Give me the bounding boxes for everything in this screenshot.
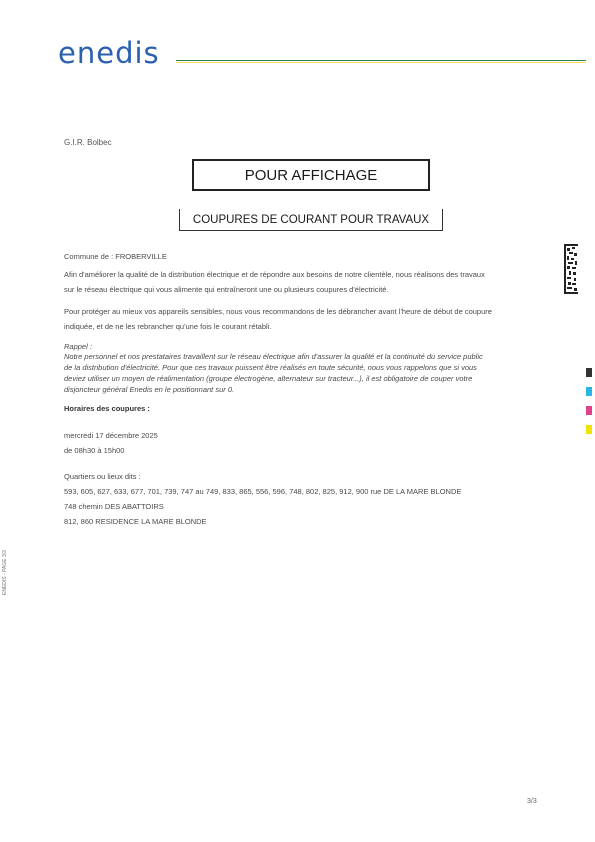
cyan-mark: [586, 387, 592, 396]
para1-line1: Afin d'améliorer la qualité de la distribution électrique et de répondre aux besoins de notre clientèle, nous réalisons des travaux: [64, 270, 485, 279]
para2-line2: indiquée, et de ne les rebrancher qu'une fois le courant rétabli.: [64, 322, 272, 331]
enedis-logo: [58, 38, 172, 68]
rappel-line2: de la distribution d'électricité. Pour que ces travaux puissent être réalisés en toute sécurité, nous vous rappelons que si vous: [64, 363, 477, 372]
cut-time: de 08h30 à 15h00: [64, 446, 125, 455]
quartier-line2: 748 chemin DES ABATTOIRS: [64, 502, 164, 511]
header-rule: [176, 60, 586, 61]
magenta-mark: [586, 406, 592, 415]
rappel-line1: Notre personnel et nos prestataires travaillent sur le réseau électrique afin d'assurer la qualité et la continuité du service public: [64, 352, 483, 361]
subtitle-box: COUPURES DE COURANT POUR TRAVAUX: [179, 209, 443, 231]
header-rule-accent: [176, 62, 586, 63]
quartier-line3: 812, 860 RESIDENCE LA MARE BLONDE: [64, 517, 207, 526]
para2-line1: Pour protéger au mieux vos appareils sensibles, nous vous recommandons de les débrancher avant l'heure de début de coupure: [64, 307, 492, 316]
datamatrix-code: [564, 244, 578, 294]
side-reference: ENEDIS - PAGE 3/3: [2, 550, 8, 595]
logo-text: enedis: [58, 36, 160, 70]
horaires-title: Horaires des coupures :: [64, 404, 150, 413]
quartier-line1: 593, 605, 627, 633, 677, 701, 739, 747 au 749, 833, 865, 556, 596, 748, 802, 825, 912, 900 rue DE LA MARE BLONDE: [64, 487, 462, 496]
commune-line: Commune de : FROBERVILLE: [64, 252, 167, 261]
quartiers-title: Quartiers ou lieux dits :: [64, 472, 141, 481]
rappel-line4: disjoncteur général Enedis en le positionnant sur 0.: [64, 385, 235, 394]
black-mark: [586, 368, 592, 377]
sender-label: G.I.R. Bolbec: [64, 138, 112, 147]
page-number: 3/3: [527, 798, 537, 805]
rappel-label: Rappel :: [64, 342, 92, 351]
para1-line2: sur le réseau électrique qui vous alimente qui entraîneront une ou plusieurs coupures d'électricité.: [64, 285, 389, 294]
rappel-line3: deviez utiliser un moyen de réalimentation (groupe électrogène, alternateur sur tracteur...), il est obligatoire de couper votre: [64, 374, 473, 383]
cut-date: mercredi 17 décembre 2025: [64, 431, 158, 440]
title-box: POUR AFFICHAGE: [192, 159, 430, 191]
yellow-mark: [586, 425, 592, 434]
